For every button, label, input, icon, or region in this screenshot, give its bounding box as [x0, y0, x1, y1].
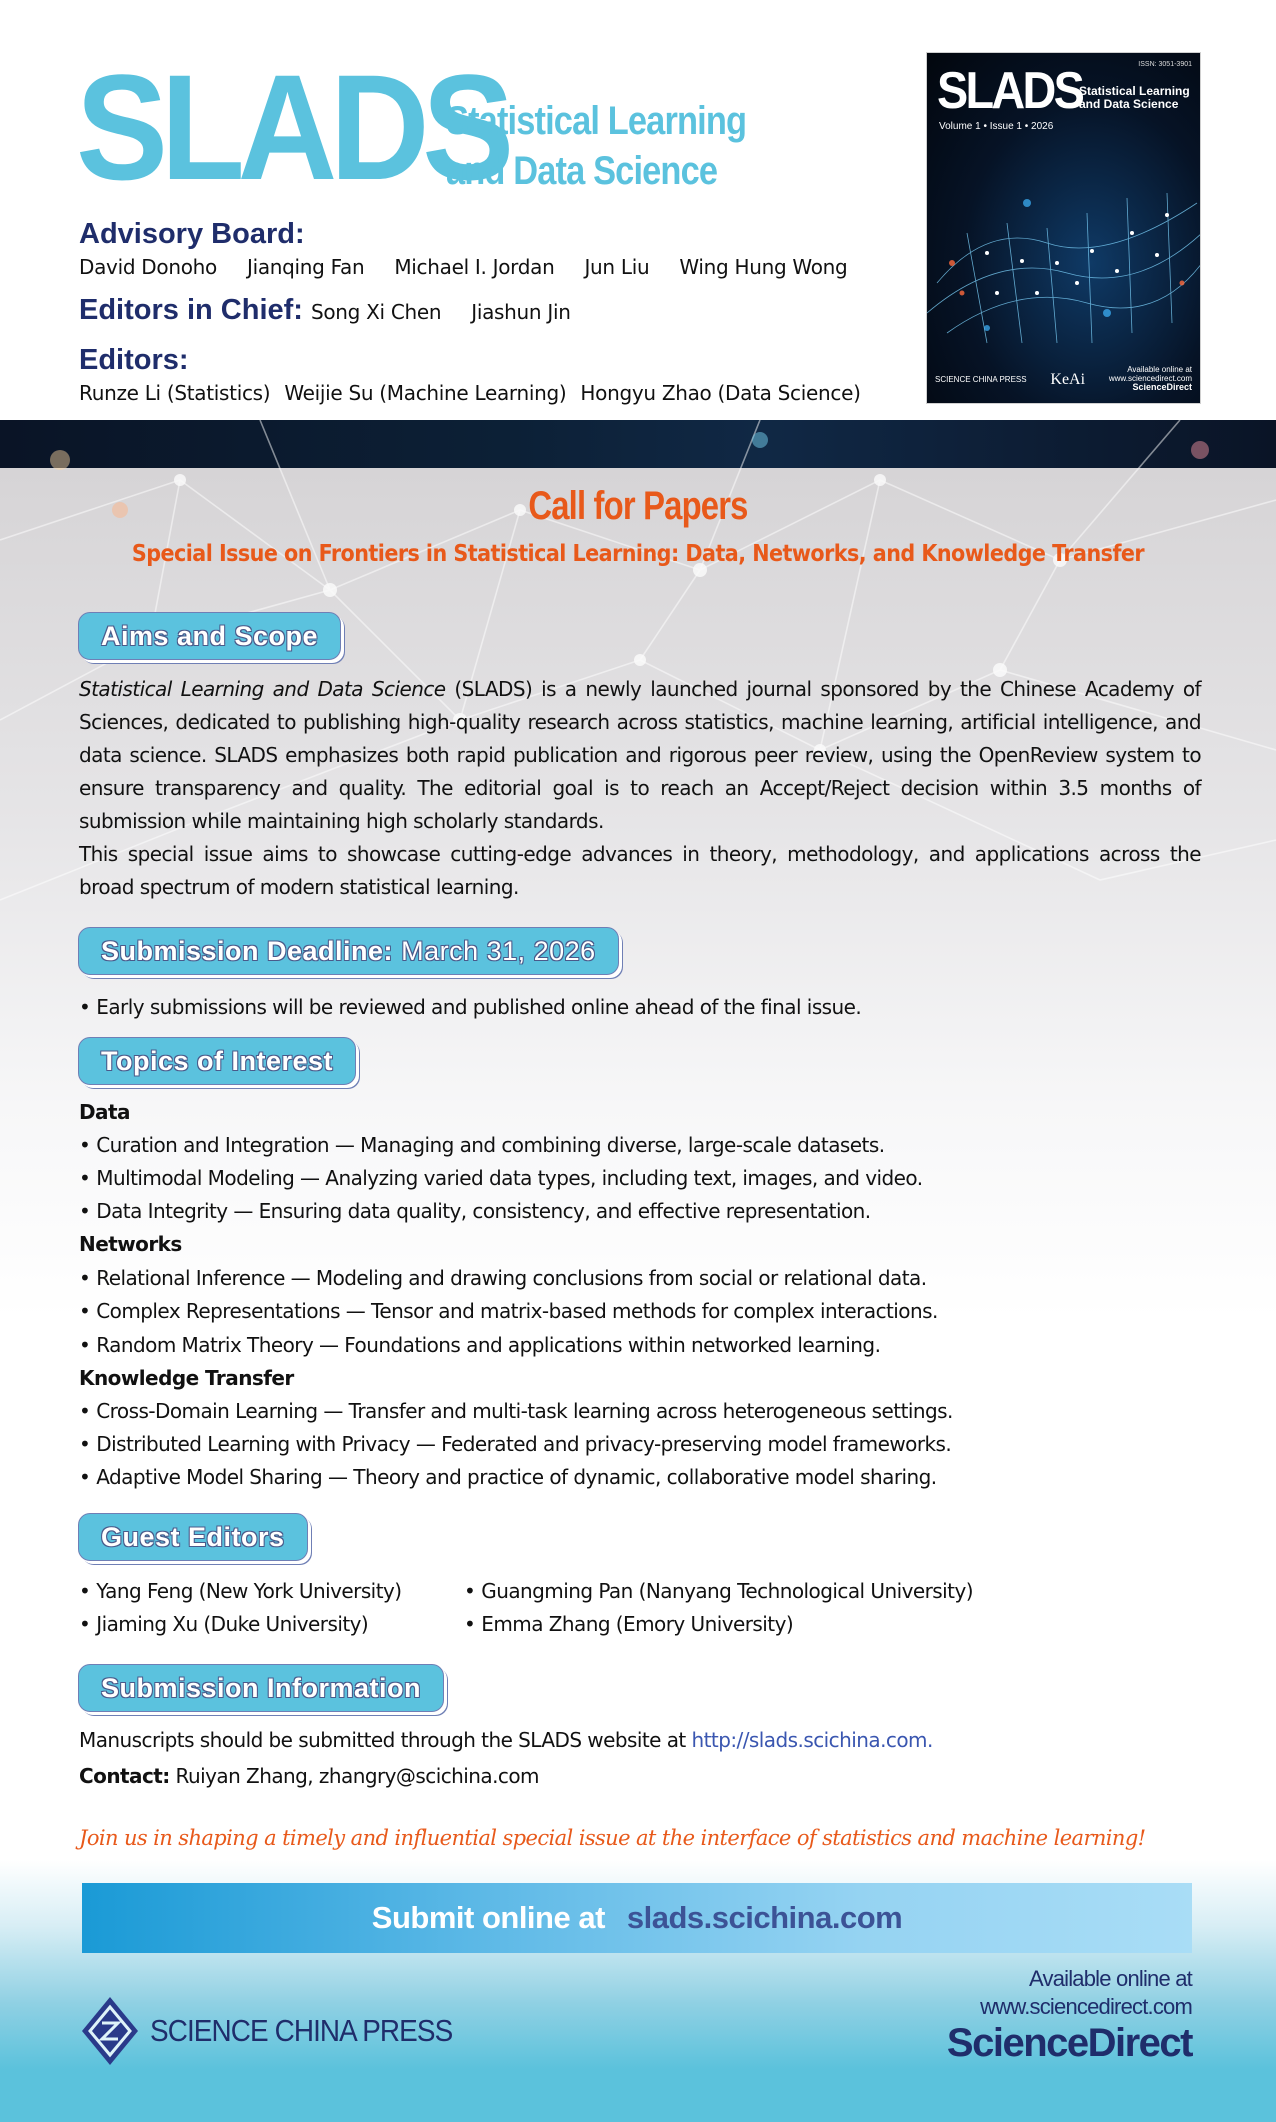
topic-item-text: Random Matrix Theory — Foundations and applications within networked learning. [96, 1333, 881, 1357]
topic-item-text: Relational Inference — Modeling and drawing conclusions from social or relational data. [96, 1266, 927, 1290]
guest-editor-text: Guangming Pan (Nanyang Technological University) [481, 1579, 973, 1603]
bullet-icon: • [79, 995, 91, 1019]
topic-item-text: Distributed Learning with Privacy — Federated and privacy-preserving model frameworks. [96, 1432, 952, 1456]
journal-title-line2: and Data Science [446, 149, 718, 193]
editor: Hongyu Zhao (Data Science) [580, 381, 861, 405]
deadline-note-text: Early submissions will be reviewed and published online ahead of the final issue. [96, 995, 862, 1019]
advisory-board-label: Advisory Board: [79, 218, 305, 250]
bullet-icon: • [79, 1199, 91, 1223]
editors-in-chief-list [311, 300, 571, 324]
science-china-press-emblem-icon [80, 1995, 140, 2067]
advisory-member: Wing Hung Wong [679, 255, 848, 279]
topic-item-text: Curation and Integration — Managing and combining diverse, large-scale datasets. [96, 1133, 885, 1157]
topic-item [79, 1198, 871, 1224]
topic-item [79, 1165, 923, 1191]
cover-footer [935, 366, 1192, 393]
aims-scope-heading [78, 612, 341, 660]
manuscripts-line [79, 1727, 933, 1753]
topic-item [79, 1298, 938, 1324]
closing-tagline: Join us in shaping a timely and influential special issue at the interface of statistics and machine learning! [79, 1826, 1146, 1850]
cover-title-line1: Statistical Learning [1079, 84, 1190, 98]
network-graphic-icon [927, 143, 1201, 353]
advisory-member: Jun Liu [584, 255, 650, 279]
cover-volume: Volume 1 • Issue 1 • 2026 [939, 121, 1054, 132]
topics-heading-text: Topics of Interest [101, 1045, 334, 1076]
guest-editor-text: Jiaming Xu (Duke University) [96, 1612, 369, 1636]
bullet-icon: • [79, 1465, 91, 1489]
bullet-icon: • [464, 1612, 476, 1636]
contact-value: Ruiyan Zhang, zhangry@scichina.com [169, 1764, 539, 1788]
publisher-name: SCIENCE CHINA PRESS [150, 2013, 453, 2048]
submit-online-label: Submit online at [371, 1900, 605, 1935]
topic-group-knowledge-transfer: Knowledge Transfer [79, 1366, 294, 1390]
submission-deadline-heading [78, 927, 619, 975]
topic-item [79, 1398, 953, 1424]
available-online-url[interactable]: www.sciencedirect.com [980, 1994, 1192, 2019]
aims-scope-heading-text: Aims and Scope [101, 620, 319, 651]
cover-issn: ISSN: 3051-3901 [1138, 61, 1192, 68]
submit-online-banner[interactable] [82, 1883, 1192, 1953]
special-issue-subtitle: Special Issue on Frontiers in Statistical Learning: Data, Networks, and Knowledge Transfer [131, 541, 1145, 567]
guest-editor [79, 1578, 402, 1604]
topic-item-text: Multimodal Modeling — Analyzing varied data types, including text, images, and video. [96, 1166, 923, 1190]
available-online-line1: Available online at [1029, 1966, 1192, 1991]
cover-publisher: SCIENCE CHINA PRESS [935, 375, 1027, 384]
guest-editor-text: Emma Zhang (Emory University) [481, 1612, 794, 1636]
cover-title-line2: and Data Science [1079, 97, 1179, 111]
journal-cover-image [926, 52, 1201, 404]
manuscripts-text: Manuscripts should be submitted through the SLADS website at [79, 1728, 692, 1752]
topic-item-text: Adaptive Model Sharing — Theory and practice of dynamic, collaborative model sharing. [96, 1465, 937, 1489]
editors-in-chief-label: Editors in Chief: [79, 294, 303, 326]
guest-editor-text: Yang Feng (New York University) [96, 1579, 402, 1603]
cover-available-line1: Available online at [1127, 365, 1192, 374]
topic-item-text: Complex Representations — Tensor and matrix-based methods for complex interactions. [96, 1299, 938, 1323]
advisory-board-list [79, 255, 847, 279]
deadline-note [79, 994, 861, 1020]
advisory-member: Michael I. Jordan [394, 255, 555, 279]
cover-partner-logo: KeAi [1050, 370, 1086, 388]
journal-title [446, 96, 746, 196]
cover-logo: SLADS [937, 62, 1083, 120]
cover-available-line2: www.sciencedirect.com [1108, 374, 1192, 383]
editor-in-chief: Jiashun Jin [471, 300, 571, 324]
page-title: Call for Papers [528, 484, 748, 528]
sciencedirect-block [947, 1965, 1192, 2065]
deadline-heading-text [101, 936, 596, 967]
slads-logo: SLADS [76, 43, 507, 211]
topic-item [79, 1132, 885, 1158]
editor-in-chief: Song Xi Chen [310, 300, 442, 324]
topic-item [79, 1464, 937, 1490]
editors-list [79, 381, 861, 405]
bullet-icon: • [79, 1399, 91, 1423]
deadline-date: March 31, 2026 [401, 935, 596, 966]
aims-paragraph-2: This special issue aims to showcase cutting-edge advances in theory, methodology, and applications across the broad spectrum of modern statistical learning. [79, 842, 1201, 899]
topic-item [79, 1265, 927, 1291]
topics-heading [78, 1037, 356, 1085]
bullet-icon: • [79, 1612, 91, 1636]
bullet-icon: • [79, 1266, 91, 1290]
submission-info-heading-text: Submission Information [101, 1672, 422, 1703]
submission-info-heading [78, 1664, 444, 1712]
guest-editor [79, 1611, 368, 1637]
bullet-icon: • [79, 1579, 91, 1603]
cover-sciencedirect [1109, 366, 1192, 393]
aims-paragraph-text: (SLADS) is a newly launched journal sponsored by the Chinese Academy of Sciences, dedicated to publishing high-quality research across statistics, machine learning, artificial intelligence, and data science. SLADS emphasizes both rapid publication and rigorous peer review, using the OpenReview system to ensure transparency and quality. The editorial goal is to reach an Accept/Reject decision within 3.5 months of submission while maintaining high scholarly standards. [79, 677, 1201, 833]
advisory-member: Jianqing Fan [246, 255, 365, 279]
aims-paragraph [79, 673, 1201, 838]
science-china-press-logo [80, 1995, 486, 2067]
topic-item [79, 1332, 880, 1358]
topic-item-text: Data Integrity — Ensuring data quality, consistency, and effective representation. [96, 1199, 871, 1223]
bullet-icon: • [464, 1579, 476, 1603]
guest-editors-heading-text: Guest Editors [101, 1521, 285, 1552]
editors-label: Editors: [79, 344, 189, 376]
advisory-member: David Donoho [79, 255, 217, 279]
journal-name-italic: Statistical Learning and Data Science [79, 677, 446, 701]
cover-available-brand: ScienceDirect [1132, 382, 1192, 392]
topic-item-text: Cross-Domain Learning — Transfer and multi-task learning across heterogeneous settings. [96, 1399, 953, 1423]
bullet-icon: • [79, 1133, 91, 1157]
bullet-icon: • [79, 1432, 91, 1456]
contact-label: Contact: [79, 1764, 170, 1788]
topic-item [79, 1431, 951, 1457]
editors-in-chief-row [79, 294, 571, 327]
editor: Runze Li (Statistics) [79, 381, 271, 405]
editor: Weijie Su (Machine Learning) [284, 381, 567, 405]
bullet-icon: • [79, 1299, 91, 1323]
guest-editor [464, 1611, 793, 1637]
contact-line [79, 1763, 539, 1789]
deadline-label: Submission Deadline: [101, 935, 394, 966]
cover-title [1079, 85, 1190, 111]
topic-group-networks: Networks [79, 1232, 182, 1256]
journal-title-line1: Statistical Learning [446, 99, 747, 143]
bullet-icon: • [79, 1333, 91, 1357]
topic-group-data: Data [79, 1100, 130, 1124]
submit-online-url[interactable]: slads.scichina.com [626, 1900, 903, 1935]
guest-editors-heading [78, 1513, 308, 1561]
sciencedirect-logo: ScienceDirect [946, 2021, 1192, 2065]
submission-website-link[interactable]: http://slads.scichina.com. [691, 1728, 933, 1752]
bullet-icon: • [79, 1166, 91, 1190]
guest-editor [464, 1578, 973, 1604]
